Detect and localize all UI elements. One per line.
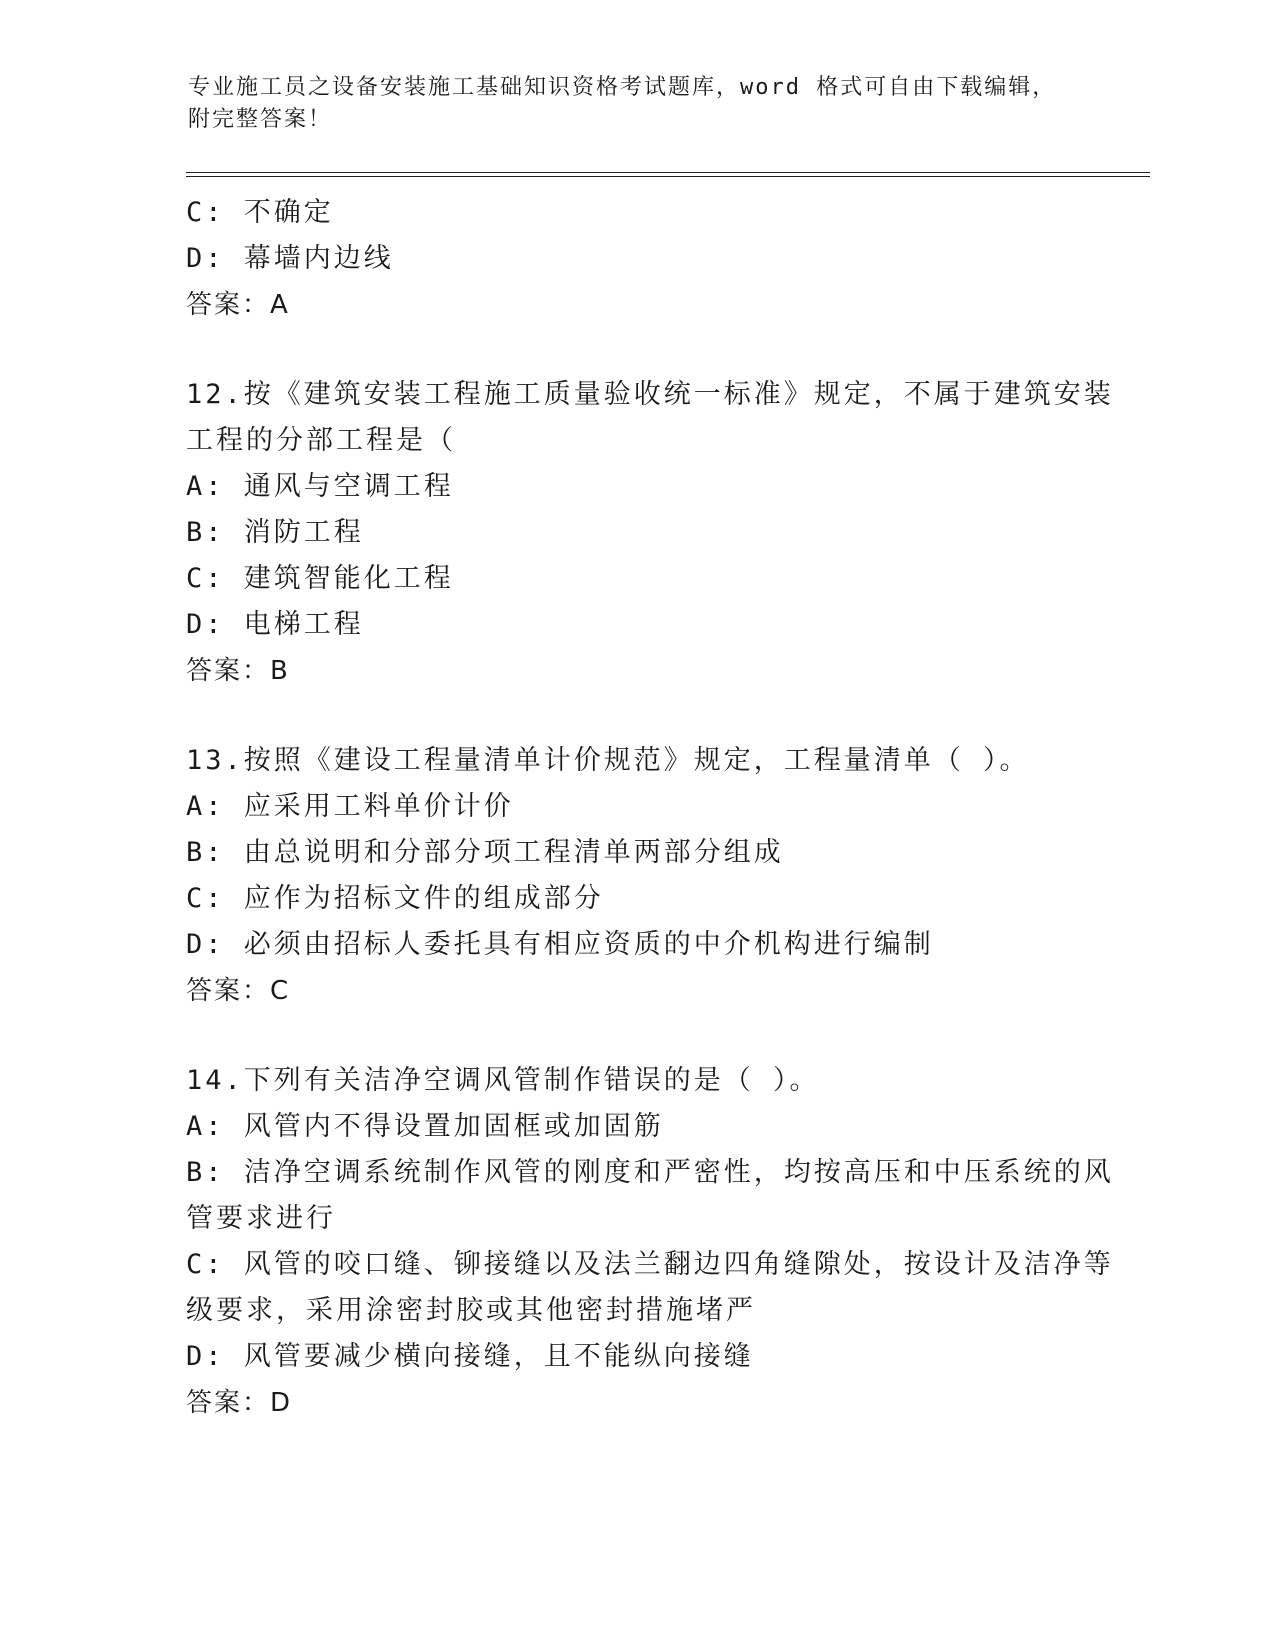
q14-answer: 答案：D xyxy=(186,1388,293,1418)
q12-option-c: C: 建筑智能化工程 xyxy=(186,563,454,594)
q12-option-b: B: 消防工程 xyxy=(186,517,364,548)
q12-answer: 答案：B xyxy=(186,656,290,686)
header-rule-bottom xyxy=(186,176,1150,177)
spacer xyxy=(186,1014,1086,1058)
q14-option-b-line-1: B: 洁净空调系统制作风管的刚度和严密性，均按高压和中压系统的风 xyxy=(186,1157,1114,1188)
q12-option-a: A: 通风与空调工程 xyxy=(186,471,454,502)
q12-stem-line-2: 工程的分部工程是（ xyxy=(186,425,456,456)
header-rule-top xyxy=(186,172,1150,173)
q12-option-d: D: 电梯工程 xyxy=(186,609,364,640)
q11-answer: 答案：A xyxy=(186,290,290,320)
question-13 xyxy=(186,738,1086,1014)
question-12 xyxy=(186,372,1114,694)
q14-stem: 14.下列有关洁净空调风管制作错误的是（ ）。 xyxy=(186,1065,820,1096)
document-header xyxy=(188,72,1068,136)
q11-option-d: D: 幕墙内边线 xyxy=(186,243,394,274)
header-line-1: 专业施工员之设备安装施工基础知识资格考试题库，word 格式可自由下载编辑， xyxy=(188,75,1057,100)
question-content xyxy=(186,190,1114,1426)
q11-option-c: C: 不确定 xyxy=(186,197,334,228)
q12-stem-line-1: 12.按《建筑安装工程施工质量验收统一标准》规定，不属于建筑安装 xyxy=(186,379,1114,410)
header-line-2: 附完整答案！ xyxy=(188,107,333,132)
q14-option-b-line-2: 管要求进行 xyxy=(186,1203,336,1234)
spacer xyxy=(186,328,1086,372)
question-11-tail xyxy=(186,190,1086,328)
question-14 xyxy=(186,1058,1114,1426)
q13-option-b: B: 由总说明和分部分项工程清单两部分组成 xyxy=(186,837,784,868)
q13-option-a: A: 应采用工料单价计价 xyxy=(186,791,514,822)
spacer xyxy=(186,694,1086,738)
q14-option-c-line-2: 级要求，采用涂密封胶或其他密封措施堵严 xyxy=(186,1295,756,1326)
q14-option-d: D: 风管要减少横向接缝，且不能纵向接缝 xyxy=(186,1341,754,1372)
q13-stem: 13.按照《建设工程量清单计价规范》规定，工程量清单（ ）。 xyxy=(186,745,1030,776)
q14-option-c-line-1: C: 风管的咬口缝、铆接缝以及法兰翻边四角缝隙处，按设计及洁净等 xyxy=(186,1249,1114,1280)
q14-option-a: A: 风管内不得设置加固框或加固筋 xyxy=(186,1111,664,1142)
q13-option-c: C: 应作为招标文件的组成部分 xyxy=(186,883,604,914)
q13-option-d: D: 必须由招标人委托具有相应资质的中介机构进行编制 xyxy=(186,929,934,960)
q13-answer: 答案：C xyxy=(186,976,291,1006)
